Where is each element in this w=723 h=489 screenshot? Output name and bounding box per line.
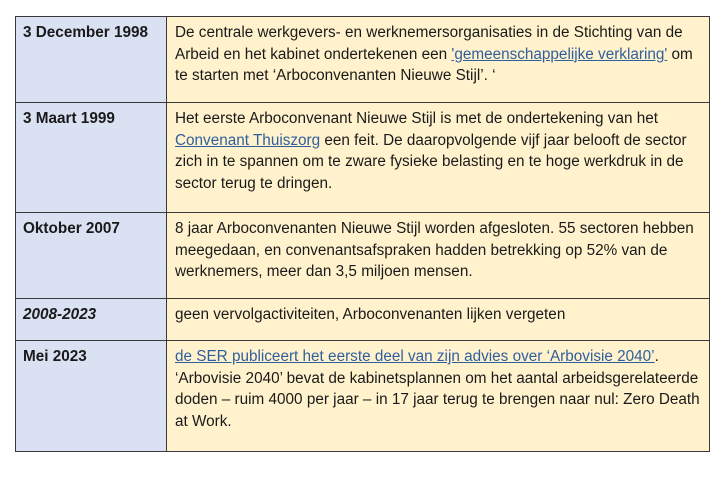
row-date: 3 Maart 1999 — [16, 103, 167, 213]
row-description — [167, 213, 710, 299]
row-date: Mei 2023 — [16, 341, 167, 452]
row-date: 2008-2023 — [16, 299, 167, 341]
ser-arbovisie-link[interactable]: de SER publiceert het eerste deel van zijn advies over ‘Arbovisie 2040’ — [175, 348, 655, 365]
gemeenschappelijke-verklaring-link[interactable]: 'gemeenschappelijke verklaring' — [451, 45, 668, 63]
description-text: Het eerste Arboconvenant Nieuwe Stijl is met de ondertekening van het — [175, 110, 658, 127]
row-description — [167, 341, 710, 452]
row-description — [167, 299, 710, 341]
description-text: een feit. De daaropvolgende vijf jaar belooft de sector zich in te spannen om te zware fysieke belasting en te hoge werkdruk in de sector terug te dringen. — [175, 131, 687, 192]
description-text: geen vervolgactiviteiten, Arboconvenanten lijken vergeten — [175, 306, 566, 323]
table-row — [16, 213, 710, 299]
description-text: . ‘Arbovisie 2040’ bevat de kabinetsplannen om het aantal arbeidsgerelateerde doden – ruim 4000 per jaar – in 17 jaar terug te brengen naar nul: Zero Death at Work. — [175, 348, 700, 430]
timeline-table — [15, 16, 710, 452]
convenant-thuiszorg-link[interactable]: Convenant Thuiszorg — [175, 131, 321, 149]
table-row — [16, 299, 710, 341]
description-text: 8 jaar Arboconvenanten Nieuwe Stijl worden afgesloten. 55 sectoren hebben meegedaan, en convenantsafspraken hadden betrekking op 52% van de werknemers, meer dan 3,5 miljoen mensen. — [175, 220, 694, 280]
description-text: De centrale werkgevers- en werknemersorganisaties in de Stichting van de Arbeid en het kabinet ondertekenen een — [175, 24, 683, 63]
table-row — [16, 341, 710, 452]
table-row — [16, 103, 710, 213]
description-text: om te starten met ‘Arboconvenanten Nieuwe Stijl’. ‘ — [175, 45, 693, 84]
row-description — [167, 103, 710, 213]
table-row — [16, 17, 710, 103]
row-date: Oktober 2007 — [16, 213, 167, 299]
row-description — [167, 17, 710, 103]
row-date: 3 December 1998 — [16, 17, 167, 103]
